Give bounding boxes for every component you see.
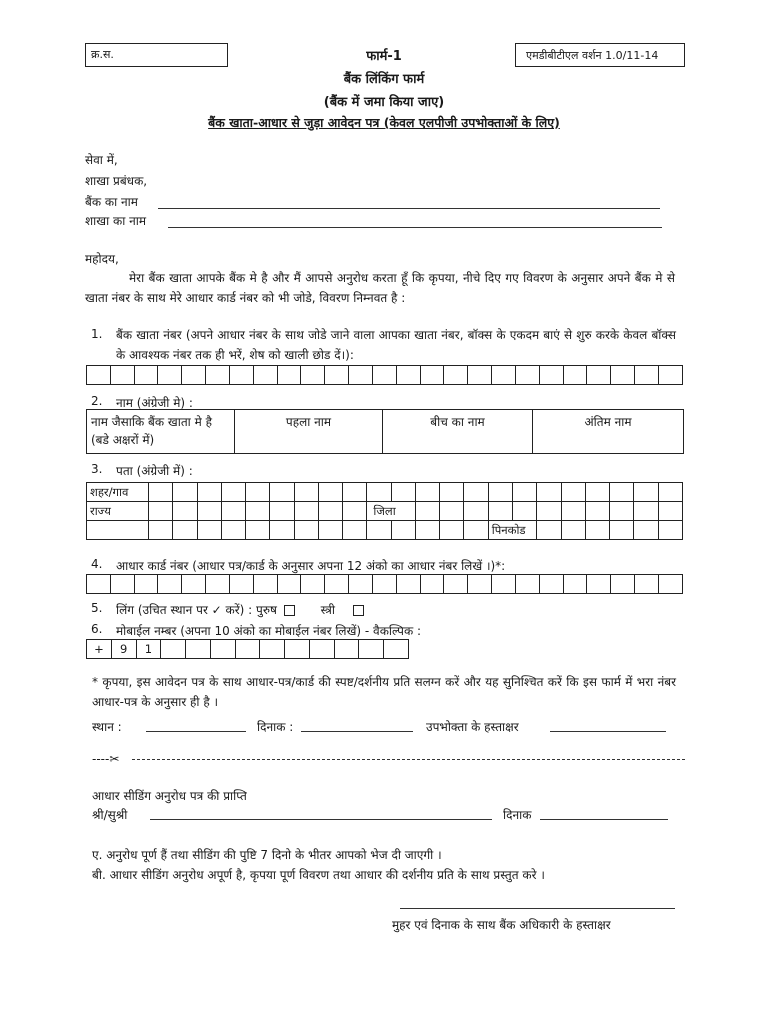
state-label: राज्य bbox=[87, 502, 149, 521]
district-label: जिला bbox=[367, 502, 416, 521]
date-label: दिनाक : bbox=[257, 720, 294, 734]
mr-ms-field[interactable] bbox=[150, 805, 492, 820]
date-field[interactable] bbox=[301, 717, 413, 732]
salutation: महोदय, bbox=[85, 252, 119, 266]
last-name-label: अंतिम नाम bbox=[584, 415, 632, 429]
section-2-number: 2. bbox=[91, 394, 103, 408]
officer-signature-line[interactable] bbox=[400, 898, 675, 909]
female-checkbox[interactable] bbox=[353, 605, 364, 616]
note-content: * कृपया, इस आवेदन पत्र के साथ आधार-पत्र/कार्ड की स्पष्ट/दर्शनीय प्रति सलग्न करें और यह सुनिश्चित करें कि इस फार्म में भरा नंबर आधार-पत्र के अनुसार ही है । bbox=[92, 675, 676, 709]
city-label: शहर/गाव bbox=[87, 483, 149, 502]
place-field[interactable] bbox=[146, 717, 246, 732]
section-4-number: 4. bbox=[91, 557, 103, 571]
officer-signature-label: मुहर एवं दिनाक के साथ बैंक अधिकारी के हस्ताक्षर bbox=[392, 918, 611, 932]
section-2-label: नाम (अंग्रेजी मे) : bbox=[116, 396, 193, 410]
name-row-label-text: नाम जैसाकि बैंक खाता मे है (बडे अक्षरों में) bbox=[91, 415, 212, 447]
section-1-label: बैंक खाता नंबर (अपने आधार नंबर के साथ जोडे जाने वाला आपका खाता नंबर, बॉक्स के एकदम बाएं से शुरु करके केवल बॉक्स के आवश्यक नंबर तक ही भरें, शेष को खाली छोड दें।): bbox=[116, 328, 676, 362]
account-number-boxes[interactable] bbox=[86, 365, 683, 385]
place-label: स्थान : bbox=[92, 720, 122, 734]
point-a: ए. अनुरोध पूर्ण हैं तथा सीडिंग की पुष्टि 7 दिनो के भीतर आपको भेज दी जाएगी । bbox=[92, 848, 442, 862]
mobile-plus: + bbox=[87, 640, 112, 659]
signature-label: उपभोक्ता के हस्ताक्षर bbox=[426, 720, 519, 734]
middle-name-label: बीच का नाम bbox=[430, 415, 485, 429]
form-title: बैंक लिंकिंग फार्म bbox=[343, 72, 425, 87]
cut-line bbox=[132, 759, 685, 760]
letter-body-text: मेरा बैंक खाता आपके बैंक मे है और मैं आपसे अनुरोध करता हूँ कि कृपया, नीचे दिए गए विवरण के अनुसार अपने बैंक मे से खाता नंबर के साथ मेरे आधार कार्ड नंबर को भी जोडे, विवरण निम्नवत है : bbox=[85, 271, 675, 305]
version-label: एमडीबीटीएल वर्शन 1.0/11-14 bbox=[526, 49, 659, 62]
date2-label: दिनाक bbox=[503, 808, 532, 822]
section-1-text bbox=[116, 325, 676, 365]
male-checkbox[interactable] bbox=[284, 605, 295, 616]
gender-label: लिंग (उचित स्थान पर ✓ करें) : पुरुष bbox=[116, 603, 277, 617]
aadhaar-number-boxes[interactable] bbox=[86, 574, 683, 594]
address-grid[interactable] bbox=[86, 482, 683, 540]
section-1-number: 1. bbox=[91, 327, 103, 341]
point-b: बी. आधार सीडिंग अनुरोध अपूर्ण है, कृपया पूर्ण विवरण तथा आधार की दर्शनीय प्रति के साथ प्रस्तुत करे । bbox=[92, 868, 545, 882]
signature-field[interactable] bbox=[550, 717, 666, 732]
section-6-label: मोबाईल नम्बर (अपना 10 अंको का मोबाईल नंबर लिखें) - वैकल्पिक : bbox=[116, 624, 422, 638]
section-4-label: आधार कार्ड नंबर (आधार पत्र/कार्ड के अनुसार अपना 12 अंको का आधार नंबर लिखें ।)*: bbox=[116, 559, 506, 573]
form-subtitle: (बैंक में जमा किया जाए) bbox=[323, 95, 445, 110]
note-text bbox=[92, 672, 676, 712]
last-name-cell[interactable] bbox=[533, 410, 684, 454]
manager-line: शाखा प्रबंधक, bbox=[85, 174, 148, 188]
section-3-number: 3. bbox=[91, 462, 103, 476]
section-6-number: 6. bbox=[91, 622, 103, 636]
female-label: स्त्री bbox=[320, 603, 336, 617]
branch-name-label: शाखा का नाम bbox=[85, 214, 147, 228]
form-number: फार्म-1 bbox=[366, 49, 402, 64]
first-name-cell[interactable] bbox=[235, 410, 383, 454]
to-line: सेवा में, bbox=[85, 153, 118, 167]
mr-ms-label: श्री/सुश्री bbox=[92, 808, 128, 822]
first-name-label: पहला नाम bbox=[285, 415, 332, 429]
name-row-label bbox=[87, 410, 235, 454]
middle-name-cell[interactable] bbox=[383, 410, 533, 454]
serial-no-label: क्र.स. bbox=[91, 48, 114, 61]
gender-row bbox=[116, 601, 364, 618]
pincode-label: पिनकोड bbox=[488, 521, 537, 540]
serial-no-box[interactable] bbox=[85, 43, 228, 67]
branch-name-field[interactable] bbox=[168, 211, 662, 228]
bank-name-field[interactable] bbox=[158, 192, 660, 209]
mobile-number-boxes[interactable] bbox=[86, 639, 409, 659]
cut-line-icon: ----✂ bbox=[92, 752, 120, 766]
bank-name-label: बैंक का नाम bbox=[85, 195, 138, 209]
mobile-one: 1 bbox=[136, 640, 161, 659]
name-table bbox=[86, 409, 684, 454]
date2-field[interactable] bbox=[540, 805, 668, 820]
receipt-title: आधार सीडिंग अनुरोध पत्र की प्राप्ति bbox=[92, 789, 247, 803]
section-3-label: पता (अंग्रेजी में) : bbox=[116, 464, 193, 478]
letter-body bbox=[85, 268, 675, 308]
form-heading: बैंक खाता-आधार से जुड़ा आवेदन पत्र (केवल एलपीजी उपभोक्ताओं के लिए) bbox=[208, 115, 560, 130]
mobile-nine: 9 bbox=[111, 640, 136, 659]
version-box bbox=[515, 43, 685, 67]
section-5-number: 5. bbox=[91, 601, 103, 615]
